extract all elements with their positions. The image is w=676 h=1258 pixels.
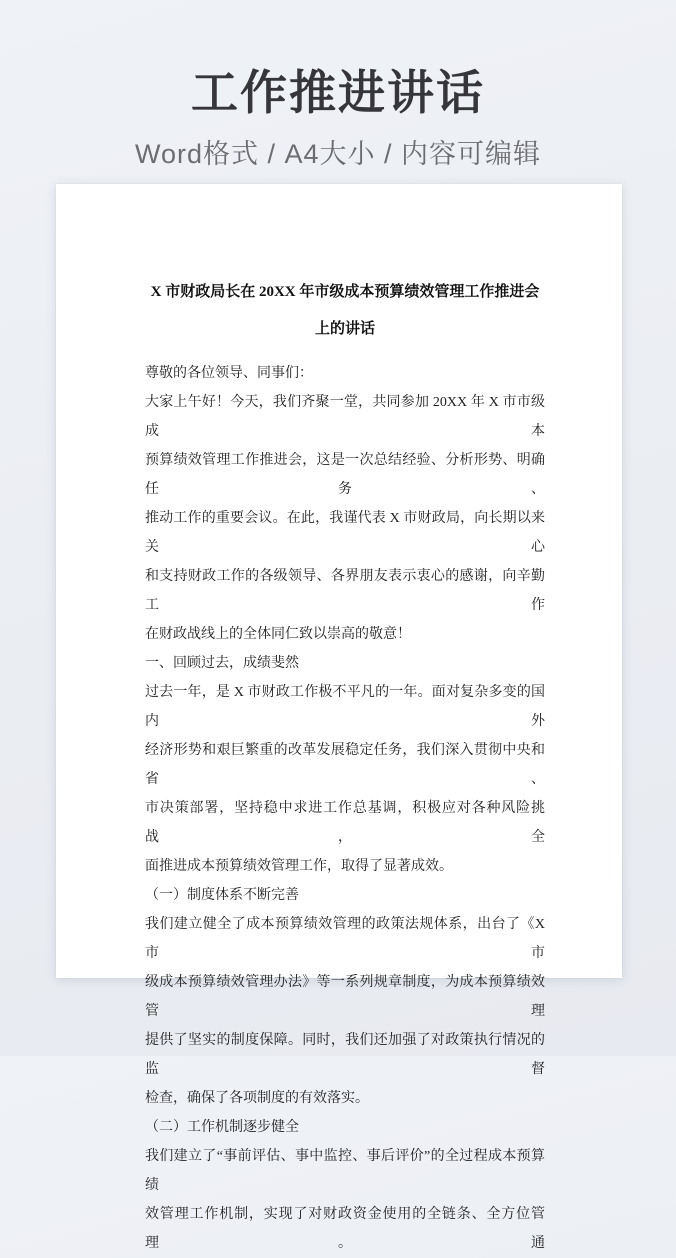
document-line: 和支持财政工作的各级领导、各界朋友表示衷心的感谢，向辛勤工作	[145, 569, 545, 613]
document-line: 大家上午好！今天，我们齐聚一堂，共同参加 20XX 年 X 市市级成本	[145, 395, 545, 439]
document-line: 提供了坚实的制度保障。同时，我们还加强了对政策执行情况的监督	[145, 1033, 545, 1077]
document-line: 一、回顾过去，成绩斐然	[145, 656, 299, 671]
document-body	[145, 359, 545, 1258]
document-line: 经济形势和艰巨繁重的改革发展稳定任务，我们深入贯彻中央和省、	[145, 743, 545, 787]
banner-subtitle: Word格式 / A4大小 / 内容可编辑	[134, 139, 542, 169]
document-line: 我们建立了“事前评估、事中监控、事后评价”的全过程成本预算绩	[145, 1149, 545, 1193]
template-banner	[0, 0, 676, 171]
document-line: （二）工作机制逐步健全	[145, 1120, 299, 1135]
document-title	[145, 274, 545, 348]
document-line: 面推进成本预算绩效管理工作，取得了显著成效。	[145, 859, 453, 874]
document-line: 我们建立健全了成本预算绩效管理的政策法规体系，出台了《X 市市	[145, 917, 545, 961]
document-title-line: X 市财政局长在 20XX 年市级成本预算绩效管理工作推进会	[150, 284, 540, 300]
document-line: 尊敬的各位领导、同事们：	[145, 366, 313, 381]
document-line: 预算绩效管理工作推进会，这是一次总结经验、分析形势、明确任务、	[145, 453, 545, 497]
document-title-line: 上的讲话	[314, 321, 375, 337]
document-line: 级成本预算绩效管理办法》等一系列规章制度，为成本预算绩效管理	[145, 975, 545, 1019]
document-line: （一）制度体系不断完善	[145, 888, 299, 903]
document-line: 市决策部署，坚持稳中求进工作总基调，积极应对各种风险挑战，全	[145, 801, 545, 845]
banner-title: 工作推进讲话	[191, 66, 485, 119]
document-line: 在财政战线上的全体同仁致以崇高的敬意！	[145, 627, 411, 642]
document-line: 效管理工作机制，实现了对财政资金使用的全链条、全方位管理。通	[145, 1207, 545, 1251]
document-line: 推动工作的重要会议。在此，我谨代表 X 市财政局，向长期以来关心	[145, 511, 545, 555]
document-line: 过去一年，是 X 市财政工作极不平凡的一年。面对复杂多变的国内外	[145, 685, 545, 729]
document-page	[56, 184, 622, 1251]
document-line: 检查，确保了各项制度的有效落实。	[145, 1091, 369, 1106]
